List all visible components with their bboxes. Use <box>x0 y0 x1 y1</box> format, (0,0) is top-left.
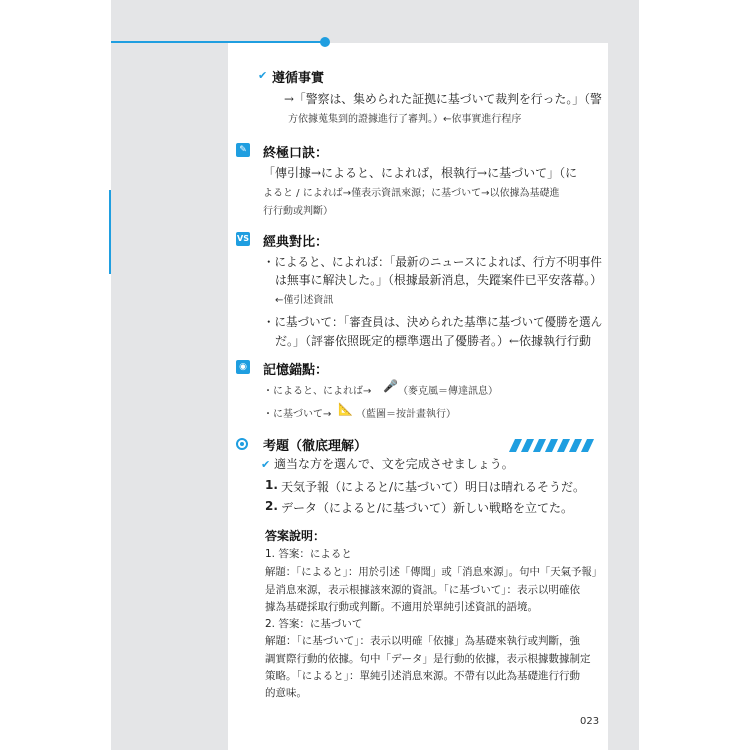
answer-1-line3: 據為基礎採取行動或判斷。不適用於單純引述資訊的語境。 <box>265 601 538 613</box>
follow-fact-line2: 方依據蒐集到的證據進行了審判。）←依事實進行程序 <box>288 114 522 125</box>
answer-1-line2: 是消息來源，表示根據該來源的資訊。「に基づいて」：表示以明確依 <box>265 584 580 596</box>
compare-item1-line1: ・によると、によれば：「最新のニュースによれば、行方不明事件 <box>263 255 602 269</box>
side-marker <box>109 190 111 274</box>
classic-compare-heading: 經典對比： <box>263 235 329 250</box>
decorative-stripes <box>512 437 596 456</box>
answer-2-line4: 的意味。 <box>265 687 307 699</box>
target-icon <box>236 438 248 450</box>
question-2-number: 2. <box>265 499 278 513</box>
check-icon: ✔ <box>261 458 271 471</box>
tip-icon: ✎ <box>236 143 250 157</box>
compare-item1-line3: ←僅引述資訊 <box>275 295 334 306</box>
answer-2-line2: 調實際行動的依據。句中「データ」是行動的依據，表示根據數據制定 <box>265 653 591 665</box>
header-dot <box>320 37 330 47</box>
answer-1-label: 1. 答案：によると <box>265 548 352 560</box>
ultimate-tip-heading: 終極口訣： <box>263 146 329 161</box>
question-1: 天気予報（によると/に基づいて）明日は晴れるそうだ。 <box>281 480 586 494</box>
memory-item2-note: （藍圖＝按計畫執行） <box>356 409 456 420</box>
exam-heading: 考題（徹底理解） <box>263 439 368 454</box>
follow-fact-line1: →「警察は、集められた証拠に基づいて裁判を行った。」（警 <box>284 92 602 106</box>
ultimate-tip-line3: 行行動或判斷） <box>263 206 333 217</box>
question-2: データ（によると/に基づいて）新しい戦略を立てた。 <box>281 501 574 515</box>
compare-item1-line2: は無事に解決した。」（根據最新消息，失蹤案件已平安落幕。） <box>275 273 603 287</box>
compare-item2-line1: ・に基づいて：「審査員は、決められた基準に基づいて優勝を選ん <box>263 315 603 329</box>
exam-instruction: 適当な方を選んで、文を完成させましょう。 <box>274 457 514 471</box>
microphone-icon: 🎤 <box>383 379 398 393</box>
answers-heading: 答案說明： <box>265 529 326 543</box>
answer-2-label: 2. 答案：に基づいて <box>265 618 363 630</box>
page-number: 023 <box>580 716 600 727</box>
lightbulb-icon: ◉ <box>236 360 250 374</box>
answer-2-line1: 解題：「に基づいて」：表示以明確「依據」為基礎來執行或判斷，強 <box>265 635 580 647</box>
memory-anchor-heading: 記憶錨點： <box>263 363 329 378</box>
answer-2-line3: 策略。「によると」：單純引述消息來源。不帶有以此為基礎進行行動 <box>265 670 580 682</box>
answer-1-line1: 解題：「によると」：用於引述「傳聞」或「消息來源」。句中「天氣予報」 <box>265 566 603 578</box>
check-icon: ✔ <box>258 69 268 82</box>
memory-item1: ・によると、によれば→ <box>263 386 372 397</box>
memory-item1-note: （麥克風＝傳達訊息） <box>398 386 498 397</box>
follow-fact-heading: 遵循事實 <box>272 71 325 86</box>
question-1-number: 1. <box>265 478 278 492</box>
header-rule <box>111 41 323 43</box>
vs-icon: VS <box>236 232 250 246</box>
compare-item2-line2: だ。」（評審依照既定的標準選出了優勝者。）←依據執行行動 <box>275 334 592 348</box>
ultimate-tip-line2: よると / によれば→僅表示資訊來源；に基づいて→以依據為基礎進 <box>263 188 560 199</box>
ultimate-tip-line1: 「傳引據→によると、によれば，根執行→に基づいて」（に <box>263 166 578 180</box>
blueprint-icon: 📐 <box>338 402 353 416</box>
memory-item2: ・に基づいて→ <box>263 409 332 420</box>
